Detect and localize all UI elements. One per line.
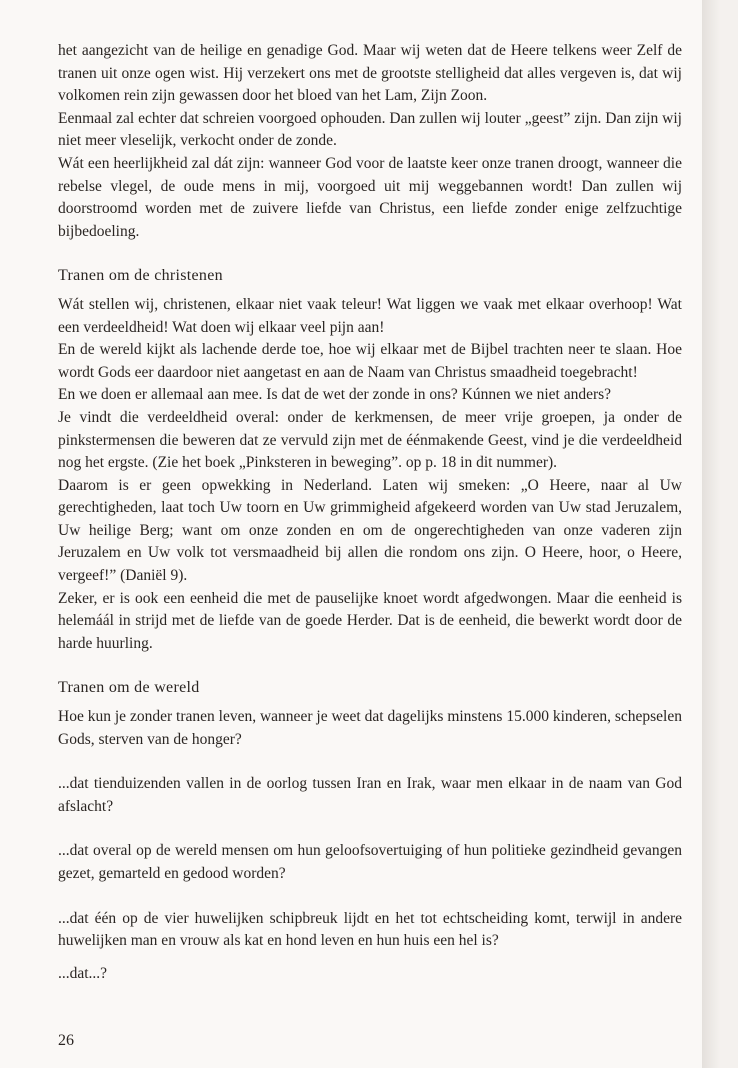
christians-paragraph: Daarom is er geen opwekking in Nederland. Laten wij smeken: „O Heere, naar al Uw gerechtigheden, laat toch Uw toorn en Uw grimmigheid afgekeerd worden van Uw stad Jeruzalem, Uw heilige Berg; want om onze zonden en om de ongerechtigheden van onze vaderen zijn Jeruzalem en Uw volk tot versmaadheid bij allen die rondom ons zijn. O Heere, hoor, o Heere, vergeef!” (Daniël 9).: [58, 476, 682, 585]
section-heading-world: Tranen om de wereld: [58, 679, 200, 697]
page-number: 26: [58, 1032, 74, 1049]
page-edge-shadow: [702, 0, 720, 1068]
intro-paragraph: Eenmaal zal echter dat schreien voorgoed ophouden. Dan zullen wij louter „geest” zijn. Dan zijn wij niet meer vleselijk, verkocht onder de zonde.: [58, 109, 682, 150]
world-paragraph: ...dat...?: [58, 964, 108, 982]
intro-paragraph: Wát een heerlijkheid zal dát zijn: wanneer God voor de laatste keer onze tranen droogt, wanneer die rebelse vlegel, de oude mens in mij, voorgoed uit mij weggebannen wordt! Dan zullen wij doorstroomd worden met de zuivere liefde van Christus, een liefde zonder enige zelfzuchtige bijbedoeling.: [58, 154, 682, 240]
world-paragraph: ...dat één op de vier huwelijken schipbreuk lijdt en het tot echtscheiding komt, terwijl in andere huwelijken man en vrouw als kat en hond leven en hun huis een hel is?: [58, 909, 682, 950]
intro-paragraph: het aangezicht van de heilige en genadige God. Maar wij weten dat de Heere telkens weer Zelf de tranen uit onze ogen wist. Hij verzekert ons met de grootste stelligheid dat alles vergeven is, dat wij volkomen rein zijn gewassen door het bloed van het Lam, Zijn Zoon.: [58, 42, 682, 105]
article-body: [58, 40, 682, 985]
christians-paragraph: Je vindt die verdeeldheid overal: onder de kerkmensen, de meer vrije groepen, ja onder de pinkstermensen die beweren dat ze vervuld zijn met de éénmakende Geest, vind je die verdeeldheid nog het ergste. (Zie het boek „Pinksteren in beweging”. op p. 18 in dit nummer).: [58, 408, 682, 472]
world-paragraph: ...dat tienduizenden vallen in de oorlog tussen Iran en Irak, waar men elkaar in de naam van God afslacht?: [58, 775, 682, 815]
world-paragraph: ...dat overal op de wereld mensen om hun geloofsovertuiging of hun politieke gezindheid gevangen gezet, gemarteld en gedood worden?: [58, 842, 682, 882]
christians-paragraph: Zeker, er is ook een eenheid die met de pauselijke knoet wordt afgedwongen. Maar die eenheid is helemáál in strijd met de liefde van de goede Herder. Dat is de eenheid, die bewerkt wordt door de harde huurling.: [58, 589, 682, 652]
christians-paragraph: En we doen er allemaal aan mee. Is dat de wet der zonde in ons? Kúnnen we niet anders?: [58, 386, 612, 404]
christians-paragraph: En de wereld kijkt als lachende derde toe, hoe wij elkaar met de Bijbel trachten neer te slaan. Hoe wordt Gods eer daardoor niet aangetast en aan de Naam van Christus smaadheid toegebracht!: [58, 341, 682, 381]
world-paragraph: Hoe kun je zonder tranen leven, wanneer je weet dat dagelijks minstens 15.000 kinderen, schepselen Gods, sterven van de honger?: [58, 708, 682, 748]
christians-paragraph: Wát stellen wij, christenen, elkaar niet vaak teleur! Wat liggen we vaak met elkaar overhoop! Wat een verdeeldheid! Wat doen wij elkaar veel pijn aan!: [58, 295, 682, 336]
section-heading-christians: Tranen om de christenen: [58, 267, 223, 285]
